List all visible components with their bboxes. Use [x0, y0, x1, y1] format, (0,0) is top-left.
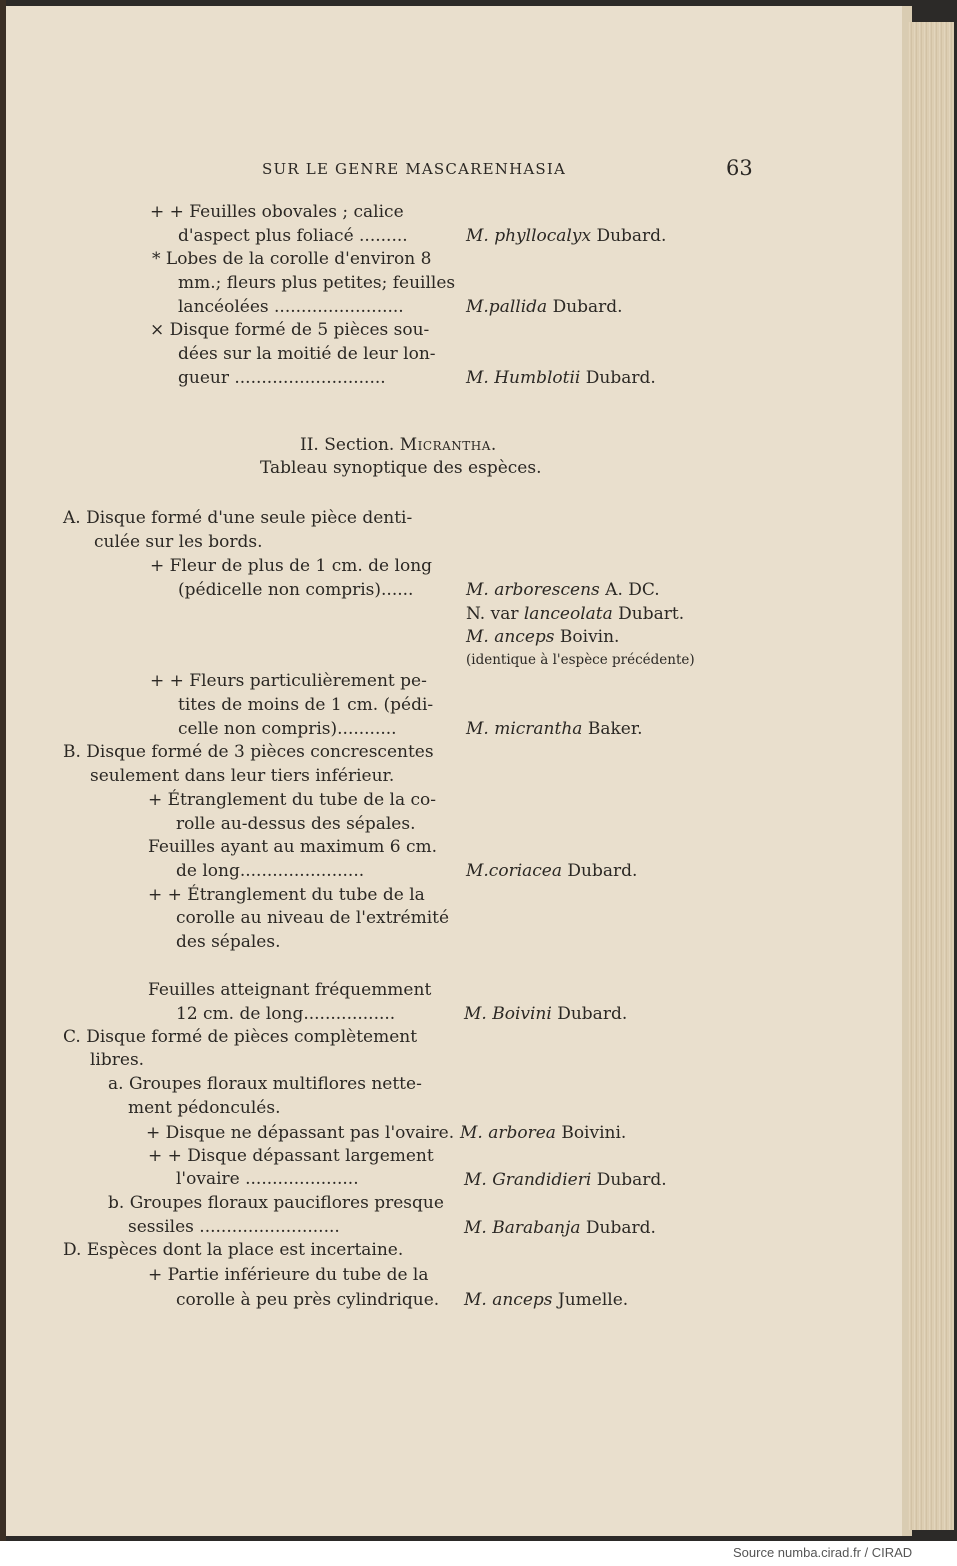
running-title: SUR LE GENRE MASCARENHASIA: [262, 160, 567, 178]
key-line: corolle au niveau de l'extrémité: [176, 908, 450, 928]
species-name: M. Grandidieri Dubard.: [464, 1170, 667, 1190]
key-line: seulement dans leur tiers inférieur.: [90, 766, 395, 786]
species-name: M. Barabanja Dubard.: [464, 1218, 656, 1238]
species-name: M. Humblotii Dubard.: [466, 368, 656, 388]
key-line: b. Groupes floraux pauciflores presque: [108, 1193, 444, 1213]
key-line: + Fleur de plus de 1 cm. de long: [150, 556, 433, 576]
key-line: + Étranglement du tube de la co-: [148, 790, 437, 810]
species-variety: N. var lanceolata Dubart.: [466, 604, 685, 624]
key-line: + Disque ne dépassant pas l'ovaire.: [146, 1123, 455, 1143]
key-line: + + Étranglement du tube de la: [148, 885, 425, 905]
key-line: dées sur la moitié de leur lon-: [178, 344, 436, 364]
key-line: des sépales.: [176, 932, 281, 952]
book-spine: [0, 0, 6, 1541]
key-line: corolle à peu près cylindrique.: [176, 1290, 440, 1310]
key-line: lancéolées ........................: [178, 297, 404, 317]
key-line: mm.; fleurs plus petites; feuilles: [178, 273, 456, 293]
section-title: II. Section. Micrantha.: [300, 435, 497, 455]
key-line: D. Espèces dont la place est incertaine.: [63, 1240, 404, 1260]
key-line: de long.......................: [176, 861, 365, 881]
key-line: * Lobes de la corolle d'environ 8: [152, 249, 432, 269]
key-line: ment pédonculés.: [128, 1098, 281, 1118]
key-line: + Partie inférieure du tube de la: [148, 1265, 429, 1285]
species-name: M. arborescens A. DC.: [466, 580, 660, 600]
species-name: M.pallida Dubard.: [466, 297, 623, 317]
species-name: M. anceps Boivin.: [466, 627, 620, 647]
key-line: gueur ............................: [178, 368, 386, 388]
key-line: a. Groupes floraux multiflores nette-: [108, 1074, 422, 1094]
key-line: libres.: [90, 1050, 145, 1070]
species-name: M.coriacea Dubard.: [466, 861, 638, 881]
section-subtitle: Tableau synoptique des espèces.: [260, 458, 542, 478]
species-note: (identique à l'espèce précédente): [466, 652, 695, 668]
species-name: M. arborea Boivini.: [460, 1123, 627, 1143]
species-name: M. phyllocalyx Dubard.: [466, 226, 667, 246]
key-line: (pédicelle non compris)......: [178, 580, 414, 600]
key-line: ⨯ Disque formé de 5 pièces sou-: [150, 320, 430, 340]
species-name: M. micrantha Baker.: [466, 719, 643, 739]
key-line: celle non compris)...........: [178, 719, 397, 739]
key-line: + + Feuilles obovales ; calice: [150, 202, 404, 222]
key-line: A. Disque formé d'une seule pièce denti-: [63, 508, 413, 528]
key-line: Feuilles ayant au maximum 6 cm.: [148, 837, 438, 857]
key-line: rolle au-dessus des sépales.: [176, 814, 416, 834]
species-name: M. Boivini Dubard.: [464, 1004, 628, 1024]
key-line: + + Fleurs particulièrement pe-: [150, 671, 427, 691]
source-credit: Source numba.cirad.fr / CIRAD: [733, 1545, 913, 1560]
key-line: tites de moins de 1 cm. (pédi-: [178, 695, 434, 715]
key-line: d'aspect plus foliacé .........: [178, 226, 408, 246]
key-line: B. Disque formé de 3 pièces concrescentes: [63, 742, 434, 762]
species-name: M. anceps Jumelle.: [464, 1290, 629, 1310]
key-line: culée sur les bords.: [94, 532, 263, 552]
key-line: sessiles ..........................: [128, 1217, 340, 1237]
key-line: l'ovaire .....................: [176, 1169, 359, 1189]
key-line: C. Disque formé de pièces complètement: [63, 1027, 418, 1047]
key-line: + + Disque dépassant largement: [148, 1146, 434, 1166]
book-block-edge: [908, 22, 954, 1530]
key-line: Feuilles atteignant fréquemment: [148, 980, 432, 1000]
page-number: 63: [726, 156, 753, 180]
key-line: 12 cm. de long.................: [176, 1004, 396, 1024]
